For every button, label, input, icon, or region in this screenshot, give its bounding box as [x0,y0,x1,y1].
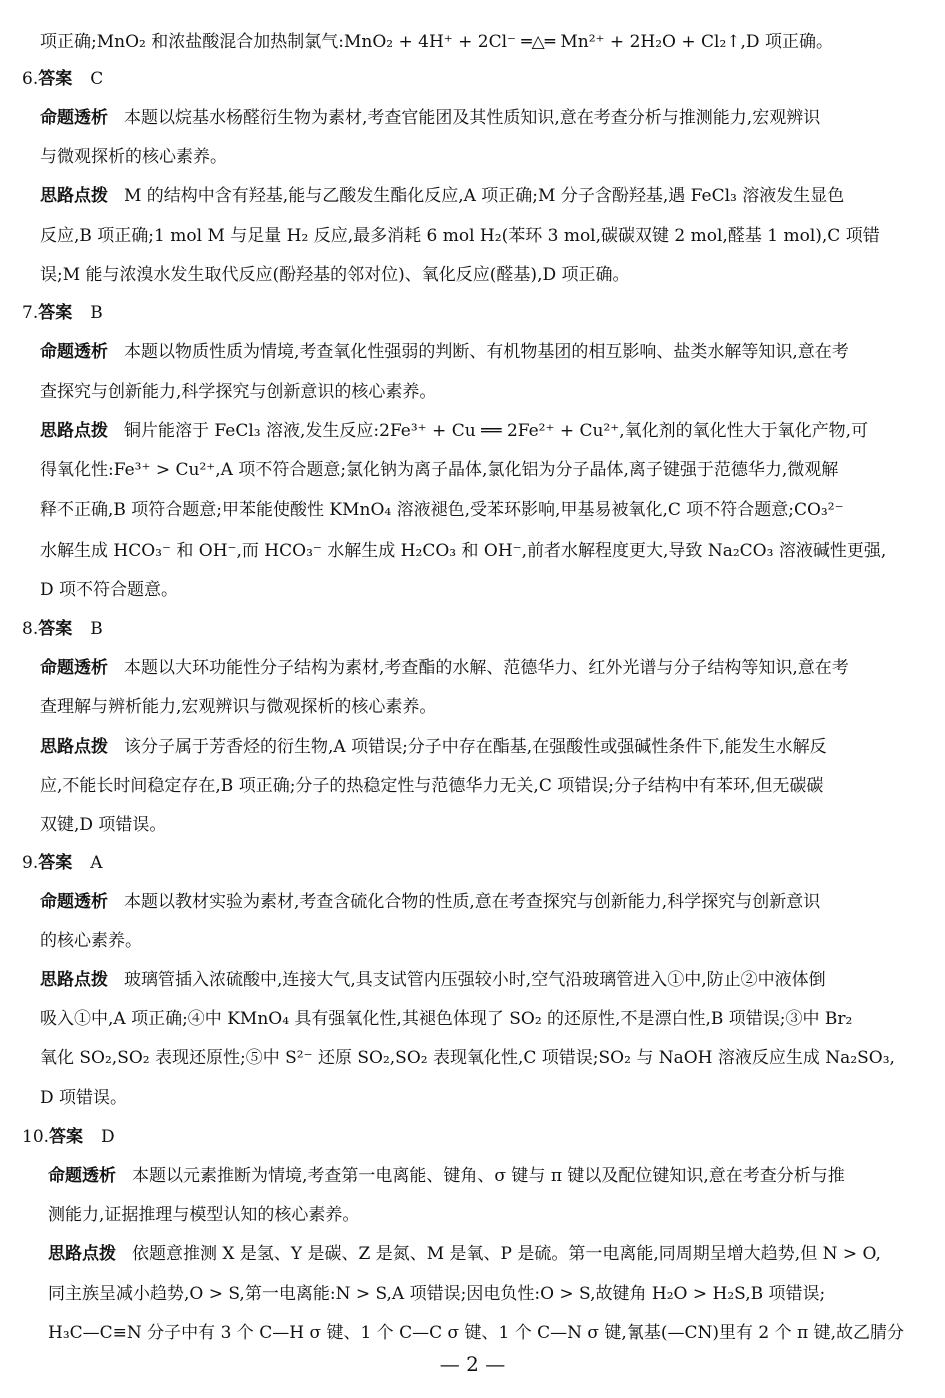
q6-hint-line-1 [40,184,844,208]
q6-hint-line-3: 误;M 能与浓溴水发生取代反应(酚羟基的邻对位)、氧化反应(醛基),D 项正确。 [40,265,630,285]
q10-answer-line [22,1125,115,1149]
q9-hint-line-4: D 项错误。 [40,1088,128,1108]
q6-number: 6. [22,69,39,89]
q7-hint-line-5: D 项不符合题意。 [40,580,179,600]
q8-intent-line-1 [40,656,849,680]
q8-hint-text-1: 该分子属于芳香烃的衍生物,A 项错误;分子中存在酯基,在强酸性或强碱性条件下,能发生水解反 [124,737,827,757]
q6-answer-line [22,67,103,91]
q9-hint-label: 思路点拨 [40,970,108,990]
q6-intent-line-1 [40,106,820,130]
q6-intent-line-2: 与微观探析的核心素养。 [40,147,227,167]
q7-number: 7. [22,303,39,323]
q9-answer: A [90,853,103,873]
q9-answer-line [22,851,103,875]
q7-intent-text-1: 本题以物质性质为情境,考查氧化性强弱的判断、有机物基团的相互影响、盐类水解等知识,意在考 [124,342,849,362]
q10-answer-label: 答案 [49,1127,84,1147]
q8-intent-label: 命题透析 [40,658,108,678]
q10-answer: D [101,1127,115,1147]
q7-intent-line-2: 查探究与创新能力,科学探究与创新意识的核心素养。 [40,382,437,402]
q6-answer-label: 答案 [38,69,73,89]
q10-intent-line-2: 测能力,证据推理与模型认知的核心素养。 [48,1205,360,1225]
q6-hint-line-2: 反应,B 项正确;1 mol M 与足量 H₂ 反应,最多消耗 6 mol H₂(苯环 3 mol,碳碳双键 2 mol,醛基 1 mol),C 项错 [40,226,880,246]
q9-number: 9. [22,853,39,873]
q7-intent-line-1 [40,340,849,364]
q6-answer: C [90,69,104,89]
q7-answer: B [90,303,103,323]
q7-hint-text-1: 铜片能溶于 FeCl₃ 溶液,发生反应:2Fe³⁺ + Cu ══ 2Fe²⁺ + Cu²⁺,氧化剂的氧化性大于氧化产物,可 [124,421,869,441]
q7-hint-label: 思路点拨 [40,421,108,441]
q7-hint-line-2: 得氧化性:Fe³⁺ > Cu²⁺,A 项不符合题意;氯化钠为离子晶体,氯化铝为分子晶体,离子键强于范德华力,微观解 [40,460,839,480]
q10-hint-line-1 [48,1242,881,1266]
q9-intent-line-1 [40,890,820,914]
q9-intent-text-1: 本题以教材实验为素材,考查含硫化合物的性质,意在考查探究与创新能力,科学探究与创新意识 [124,892,821,912]
q10-number: 10. [22,1127,50,1147]
q8-intent-text-1: 本题以大环功能性分子结构为素材,考查酯的水解、范德华力、红外光谱与分子结构等知识,意在考 [124,658,849,678]
q8-answer: B [90,619,103,639]
q8-intent-line-2: 查理解与辨析能力,宏观辨识与微观探析的核心素养。 [40,697,437,717]
q9-intent-label: 命题透析 [40,892,108,912]
q9-hint-line-1 [40,968,826,992]
q6-hint-text-1: M 的结构中含有羟基,能与乙酸发生酯化反应,A 项正确;M 分子含酚羟基,遇 FeCl₃ 溶液发生显色 [124,186,845,206]
q8-hint-line-3: 双键,D 项错误。 [40,815,167,835]
q9-hint-line-2: 吸入①中,A 项正确;④中 KMnO₄ 具有强氧化性,其褪色体现了 SO₂ 的还原性,不是漂白性,B 项错误;③中 Br₂ [40,1009,853,1029]
q8-number: 8. [22,619,39,639]
q8-hint-label: 思路点拨 [40,737,108,757]
q8-hint-line-1 [40,735,827,759]
q10-hint-text-1: 依题意推测 X 是氢、Y 是碳、Z 是氮、M 是氧、P 是硫。第一电离能,同周期呈增大趋势,但 N > O, [132,1244,881,1264]
q7-hint-line-3: 释不正确,B 项符合题意;甲苯能使酸性 KMnO₄ 溶液褪色,受苯环影响,甲基易被氧化,C 项不符合题意;CO₃²⁻ [40,500,844,520]
q7-hint-line-4: 水解生成 HCO₃⁻ 和 OH⁻,而 HCO₃⁻ 水解生成 H₂CO₃ 和 OH⁻,前者水解程度更大,导致 Na₂CO₃ 溶液碱性更强, [40,541,887,561]
q9-answer-label: 答案 [38,853,73,873]
q10-intent-text-1: 本题以元素推断为情境,考查第一电离能、键角、σ 键与 π 键以及配位键知识,意在考查分析与推 [132,1166,845,1186]
q8-answer-label: 答案 [38,619,73,639]
q10-intent-label: 命题透析 [48,1166,116,1186]
intro-line: 项正确;MnO₂ 和浓盐酸混合加热制氯气:MnO₂ + 4H⁺ + 2Cl⁻ ═△═ Mn²⁺ + 2H₂O + Cl₂↑,D 项正确。 [40,32,833,52]
q7-intent-label: 命题透析 [40,342,108,362]
q6-intent-label: 命题透析 [40,108,108,128]
page-number: — 2 — [439,1352,506,1376]
q8-answer-line [22,617,103,641]
q10-intent-line-1 [48,1164,845,1188]
q10-hint-label: 思路点拨 [48,1244,116,1264]
q9-hint-text-1: 玻璃管插入浓硫酸中,连接大气,具支试管内压强较小时,空气沿玻璃管进入①中,防止②中液体倒 [124,970,826,990]
q6-hint-label: 思路点拨 [40,186,108,206]
q9-intent-line-2: 的核心素养。 [40,931,142,951]
q7-answer-label: 答案 [38,303,73,323]
q10-hint-line-3: H₃C—C≡N 分子中有 3 个 C—H σ 键、1 个 C—C σ 键、1 个 C—N σ 键,氰基(—CN)里有 2 个 π 键,故乙腈分 [48,1323,904,1343]
q9-hint-line-3: 氧化 SO₂,SO₂ 表现还原性;⑤中 S²⁻ 还原 SO₂,SO₂ 表现氧化性,C 项错误;SO₂ 与 NaOH 溶液反应生成 Na₂SO₃, [40,1048,895,1068]
q10-hint-line-2: 同主族呈减小趋势,O > S,第一电离能:N > S,A 项错误;因电负性:O > S,故键角 H₂O > H₂S,B 项错误; [48,1284,826,1304]
q6-intent-text-1: 本题以烷基水杨醛衍生物为素材,考查官能团及其性质知识,意在考查分析与推测能力,宏观辨识 [124,108,821,128]
q7-hint-line-1 [40,419,868,443]
q7-answer-line [22,301,103,325]
q8-hint-line-2: 应,不能长时间稳定存在,B 项正确;分子的热稳定性与范德华力无关,C 项错误;分子结构中有苯环,但无碳碳 [40,776,824,796]
